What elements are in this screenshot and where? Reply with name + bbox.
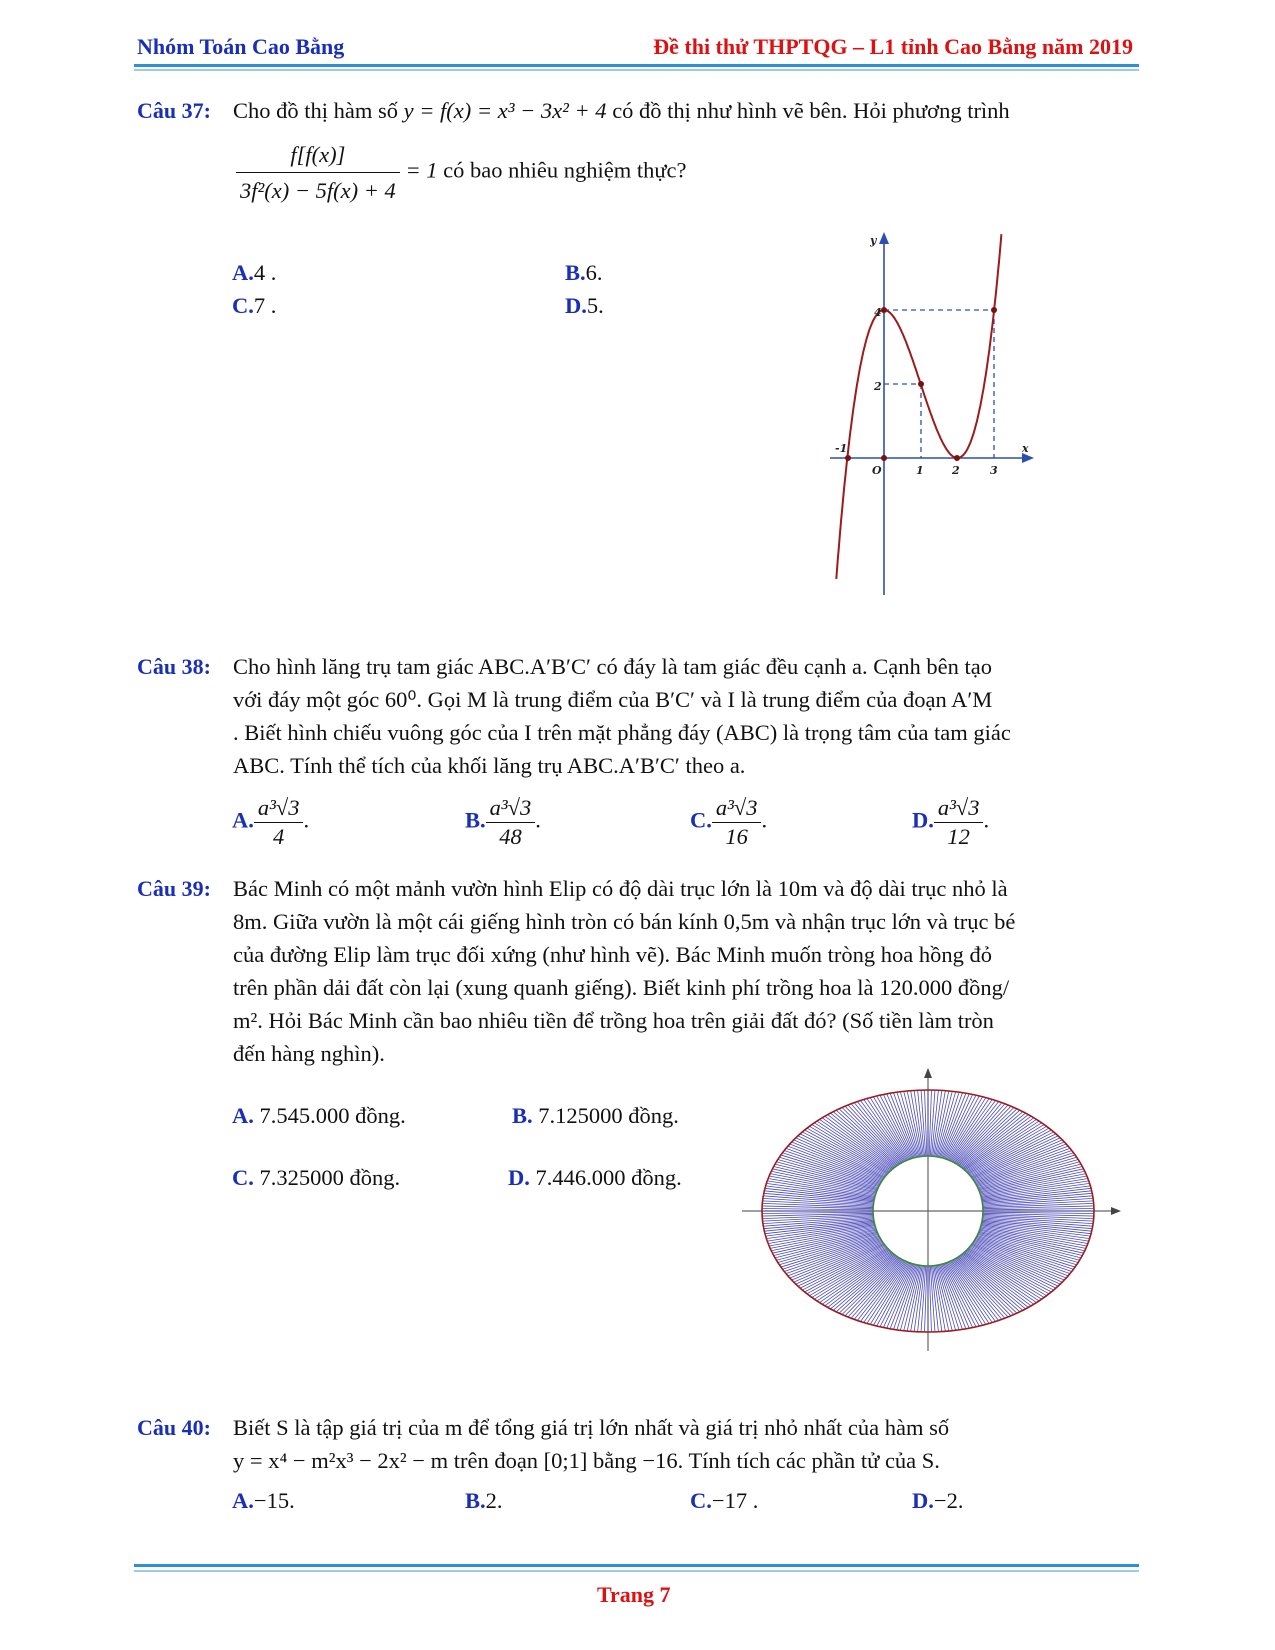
q38-label: Câu 38: [137, 654, 211, 679]
q38-line1: Cho hình lăng trụ tam giác ABC.A′B′C′ có đáy là tam giác đều cạnh a. Cạnh bên tạo [233, 654, 992, 679]
q39-ellipse-figure [730, 1065, 1130, 1355]
hatch-line [965, 1252, 1039, 1301]
q40-option-c[interactable]: C.−17 . [690, 1488, 759, 1513]
q39-option-b[interactable]: B. 7.125000 đồng. [512, 1103, 679, 1128]
q40-stem [233, 1411, 1138, 1477]
label-o: O [872, 464, 882, 477]
label-y2: 2 [874, 380, 882, 393]
q40-label: Câu 40: [137, 1415, 211, 1440]
q40-line1: Biết S là tập giá trị của m để tổng giá trị lớn nhất và giá trị nhỏ nhất của hàm số [233, 1415, 950, 1440]
q39-option-d[interactable]: D. 7.446.000 đồng. [508, 1165, 682, 1190]
label-x: x [1022, 442, 1029, 455]
q37-function: y = f(x) = x³ − 3x² + 4 [403, 98, 607, 123]
q39-line3: của đường Elip làm trục đối xứng (như hình vẽ). Bác Minh muốn tròng hoa hồng đỏ [233, 942, 992, 967]
hatch-line [817, 1121, 891, 1170]
cubic-curve [836, 234, 1001, 579]
y-axis-arrow [879, 232, 889, 244]
q38-line4: ABC. Tính thể tích của khối lăng trụ ABC.A′B′C′ theo a. [233, 753, 746, 778]
q40-option-d[interactable]: D.−2. [912, 1488, 964, 1513]
q37-text-a: Cho đồ thị hàm số [233, 98, 399, 123]
q37-option-c[interactable]: C.7 . [232, 293, 277, 318]
point-3-4 [991, 307, 997, 313]
label-y: y [870, 234, 877, 247]
header-right: Đề thi thử THPTQG – L1 tỉnh Cao Bằng năm 2019 [653, 34, 1133, 59]
hatch-line [965, 1121, 1039, 1170]
q40-line2: y = x⁴ − m²x³ − 2x² − m trên đoạn [0;1] bằng −16. Tính tích các phần tử của S. [233, 1448, 940, 1473]
q37-text-b: có đồ thị như hình vẽ bên. Hỏi phương trình [612, 98, 1010, 123]
header-rule [134, 64, 1139, 67]
q38-line3: . Biết hình chiếu vuông góc của I trên mặt phẳng đáy (ABC) là trọng tâm của tam giác [233, 720, 1011, 745]
q37-equation [236, 138, 687, 207]
q39-option-c[interactable]: C. 7.325000 đồng. [232, 1165, 401, 1190]
q37-option-d[interactable]: D.5. [565, 293, 604, 318]
q39-line6: đến hàng nghìn). [233, 1041, 385, 1066]
horizontal-axis-arrow [1111, 1207, 1121, 1215]
label-x1: 1 [916, 464, 924, 477]
page-number: Trang 7 [597, 1582, 671, 1607]
q39-line4: trên phần dải đất còn lại (xung quanh giếng). Biết kinh phí trồng hoa là 120.000 đồng/ [233, 975, 1010, 1000]
q38-option-b[interactable]: B. $\frac{\text{a³√3}}{48}$ . [465, 795, 541, 849]
q38-option-a[interactable]: A. $\frac{\text{a³√3}}{4}$ . [232, 795, 310, 849]
footer-rule-thin [134, 1570, 1139, 1572]
q39-line5: m². Hỏi Bác Minh cần bao nhiêu tiền để trồng hoa trên giải đất đó? (Số tiền làm tròn [233, 1008, 994, 1033]
q39-line2: 8m. Giữa vườn là một cái giếng hình tròn có bán kính 0,5m và nhận trục lớn và trục bé [233, 909, 1016, 934]
point-1-2 [918, 381, 924, 387]
label-y4: 4 [874, 306, 882, 319]
q39-label: Câu 39: [137, 876, 211, 901]
q38-option-d[interactable]: D. $\frac{\text{a³√3}}{12}$ . [912, 795, 990, 849]
label-x3: 3 [990, 464, 998, 477]
q38-stem [233, 650, 1138, 782]
footer-rule [134, 1564, 1139, 1567]
point-m1-0 [845, 455, 851, 461]
q38-option-c[interactable]: C. $\frac{\text{a³√3}}{16}$ . [690, 795, 768, 849]
q37-frac-den: 3f²(x) − 5f(x) + 4 [240, 178, 396, 203]
label-xm1: -1 [835, 442, 848, 455]
hatch-line [817, 1252, 891, 1301]
point-0-4 [881, 307, 887, 313]
q37-graph [800, 230, 1060, 600]
q40-option-a[interactable]: A.−15. [232, 1488, 295, 1513]
q39-option-a[interactable]: A. 7.545.000 đồng. [232, 1103, 406, 1128]
point-origin [881, 455, 887, 461]
label-x2: 2 [952, 464, 960, 477]
q37-stem [233, 94, 1010, 127]
q39-line1: Bác Minh có một mảnh vườn hình Elip có độ dài trục lớn là 10m và độ dài trục nhỏ là [233, 876, 1008, 901]
header-left: Nhóm Toán Cao Bằng [137, 34, 345, 59]
vertical-axis-arrow [924, 1068, 932, 1078]
q39-stem [233, 872, 1138, 1070]
q37-text-c: có bao nhiêu nghiệm thực? [443, 157, 687, 183]
q37-option-b[interactable]: B.6. [565, 260, 603, 285]
q40-option-b[interactable]: B.2. [465, 1488, 503, 1513]
q37-frac-num: f[f(x)] [236, 138, 400, 173]
point-2-0 [954, 455, 960, 461]
q37-frac-eq: = 1 [405, 157, 438, 183]
q37-label: Câu 37: [137, 98, 211, 123]
q38-line2: với đáy một góc 60⁰. Gọi M là trung điểm của B′C′ và I là trung điểm của đoạn A′M [233, 687, 993, 712]
q37-option-a[interactable]: A.4 . [232, 260, 277, 285]
header-rule-thin [134, 69, 1139, 71]
